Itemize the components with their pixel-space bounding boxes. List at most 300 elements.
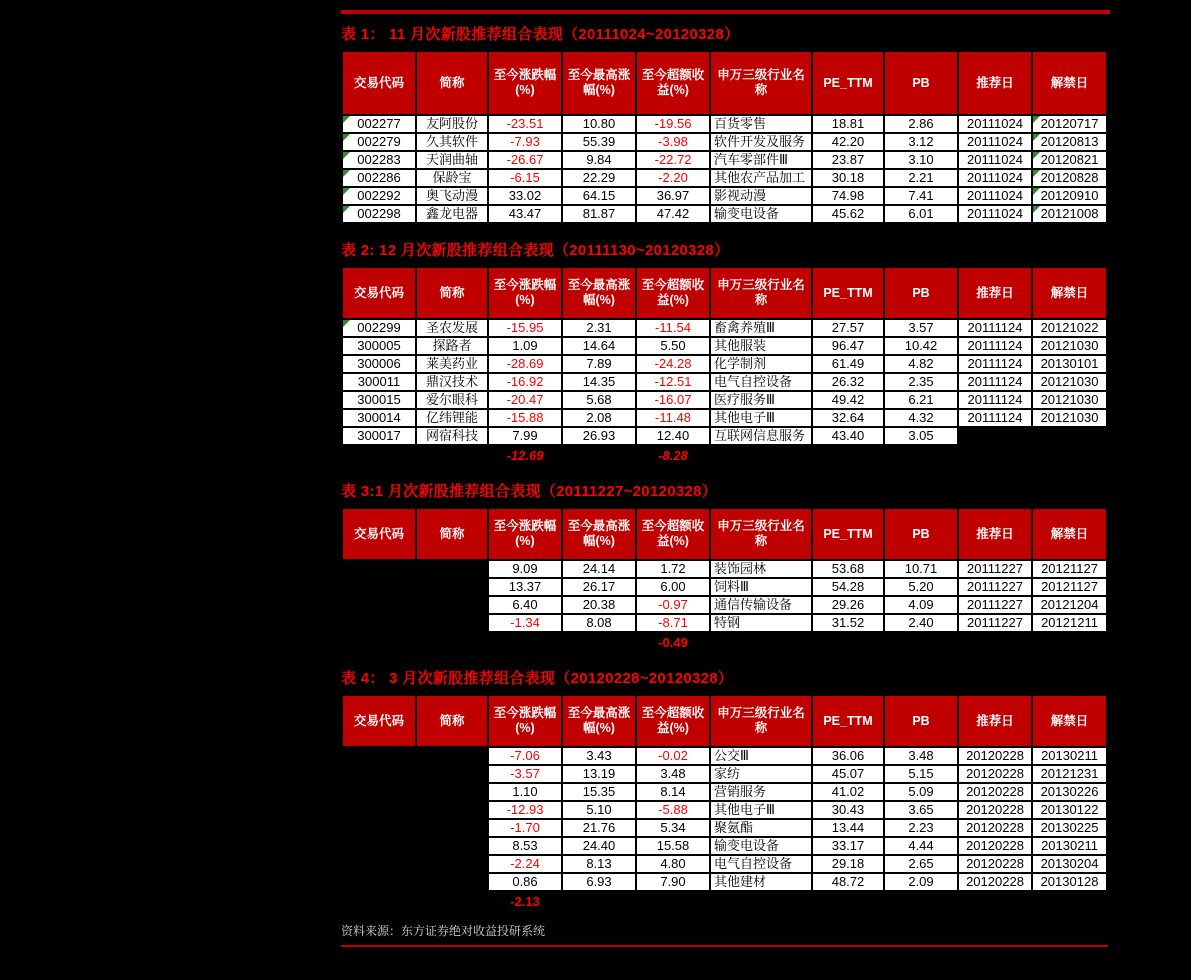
cell-chg-pct: 13.37 xyxy=(488,578,562,596)
cell-industry: 电气自控设备 xyxy=(710,373,812,391)
cell-name: 亿纬锂能 xyxy=(416,409,488,427)
col-header-rec-date: 推荐日 xyxy=(958,695,1032,747)
table-row xyxy=(342,169,1107,187)
table-row xyxy=(342,801,1107,819)
cell-excess-pct: -24.28 xyxy=(636,355,710,373)
cell-rec-date: 20111024 xyxy=(958,169,1032,187)
table-row xyxy=(342,355,1107,373)
table-row xyxy=(342,765,1107,783)
cell-pb: 2.40 xyxy=(884,614,958,632)
cell-max-gain-pct: 20.38 xyxy=(562,596,636,614)
col-header-industry: 申万三级行业名 称 xyxy=(710,508,812,560)
col-header-code: 交易代码 xyxy=(342,695,416,747)
cell-excess-pct: 7.90 xyxy=(636,873,710,891)
cell-unlock-date: 20130204 xyxy=(1032,855,1107,873)
col-header-name: 简称 xyxy=(416,508,488,560)
cell-pb: 5.09 xyxy=(884,783,958,801)
col-header-pb: PB xyxy=(884,508,958,560)
summary-row xyxy=(342,445,1107,465)
cell-pb: 3.65 xyxy=(884,801,958,819)
cell-code xyxy=(342,837,416,855)
col-header-name: 简称 xyxy=(416,51,488,115)
cell-excess-pct: -8.71 xyxy=(636,614,710,632)
table-4-title: 表 4： 3 月次新股推荐组合表现（20120228~20120328） xyxy=(341,670,734,687)
cell-excess-pct: 4.80 xyxy=(636,855,710,873)
green-corner-icon xyxy=(343,152,350,159)
table-4 xyxy=(341,694,1108,911)
cell-excess-pct: 8.14 xyxy=(636,783,710,801)
cell-max-gain-pct: 13.19 xyxy=(562,765,636,783)
cell-name xyxy=(416,801,488,819)
table-row xyxy=(342,855,1107,873)
table-2-section xyxy=(341,239,1116,465)
col-header-code: 交易代码 xyxy=(342,51,416,115)
table-row xyxy=(342,819,1107,837)
cell-chg-pct: -28.69 xyxy=(488,355,562,373)
cell-pe-ttm: 31.52 xyxy=(812,614,884,632)
cell-unlock-date: 20121008 xyxy=(1032,205,1107,223)
cell-max-gain-pct: 10.80 xyxy=(562,115,636,133)
green-corner-icon xyxy=(1033,134,1040,141)
cell-unlock-date: 20120821 xyxy=(1032,151,1107,169)
table-row xyxy=(342,337,1107,355)
green-corner-icon xyxy=(343,170,350,177)
col-header-excess-pct: 至今超额收 益(%) xyxy=(636,695,710,747)
cell-pe-ttm: 45.62 xyxy=(812,205,884,223)
cell-industry: 输变电设备 xyxy=(710,205,812,223)
cell-chg-pct: 1.10 xyxy=(488,783,562,801)
cell-name: 天润曲轴 xyxy=(416,151,488,169)
col-header-excess-pct: 至今超额收 益(%) xyxy=(636,267,710,319)
cell-unlock-date: 20130226 xyxy=(1032,783,1107,801)
cell-max-gain-pct: 15.35 xyxy=(562,783,636,801)
top-rule xyxy=(341,10,1110,14)
cell-rec-date: 20120228 xyxy=(958,747,1032,765)
cell-rec-date: 20111124 xyxy=(958,391,1032,409)
cell-pe-ttm: 18.81 xyxy=(812,115,884,133)
cell-max-gain-pct: 5.10 xyxy=(562,801,636,819)
table-row xyxy=(342,596,1107,614)
cell-chg-pct: 7.99 xyxy=(488,427,562,445)
col-header-unlock-date: 解禁日 xyxy=(1032,508,1107,560)
cell-code: 002299 xyxy=(342,319,416,337)
cell-rec-date: 20111124 xyxy=(958,319,1032,337)
cell-chg-pct: -20.47 xyxy=(488,391,562,409)
cell-unlock-date: 20121127 xyxy=(1032,560,1107,578)
cell-code: 300017 xyxy=(342,427,416,445)
cell-rec-date: 20120228 xyxy=(958,873,1032,891)
table-row xyxy=(342,747,1107,765)
cell-max-gain-pct: 26.93 xyxy=(562,427,636,445)
cell-chg-pct: -1.70 xyxy=(488,819,562,837)
green-corner-icon xyxy=(343,134,350,141)
col-header-name: 简称 xyxy=(416,267,488,319)
cell-pe-ttm: 29.26 xyxy=(812,596,884,614)
cell-code: 300006 xyxy=(342,355,416,373)
cell-pe-ttm: 27.57 xyxy=(812,319,884,337)
cell-excess-pct: 15.58 xyxy=(636,837,710,855)
cell-name xyxy=(416,873,488,891)
cell-pb: 3.57 xyxy=(884,319,958,337)
cell-industry: 其他电子Ⅲ xyxy=(710,801,812,819)
cell-industry: 聚氨酯 xyxy=(710,819,812,837)
cell-code xyxy=(342,873,416,891)
summary-cell-pb xyxy=(884,891,958,911)
summary-cell-excess-pct xyxy=(636,891,710,911)
cell-pe-ttm: 33.17 xyxy=(812,837,884,855)
cell-max-gain-pct: 55.39 xyxy=(562,133,636,151)
cell-pb: 10.71 xyxy=(884,560,958,578)
green-corner-icon xyxy=(343,320,350,327)
cell-industry: 化学制剂 xyxy=(710,355,812,373)
cell-industry: 营销服务 xyxy=(710,783,812,801)
cell-pe-ttm: 26.32 xyxy=(812,373,884,391)
cell-pb: 10.42 xyxy=(884,337,958,355)
cell-excess-pct: -0.02 xyxy=(636,747,710,765)
col-header-chg-pct: 至今涨跌幅 (%) xyxy=(488,267,562,319)
cell-chg-pct: -7.06 xyxy=(488,747,562,765)
cell-excess-pct: -19.56 xyxy=(636,115,710,133)
cell-industry: 通信传输设备 xyxy=(710,596,812,614)
cell-pb: 3.05 xyxy=(884,427,958,445)
cell-rec-date: 20120228 xyxy=(958,855,1032,873)
cell-pb: 3.48 xyxy=(884,747,958,765)
cell-excess-pct: 12.40 xyxy=(636,427,710,445)
cell-unlock-date: 20130211 xyxy=(1032,747,1107,765)
cell-unlock-date: 20120813 xyxy=(1032,133,1107,151)
table-1-title: 表 1： 11 月次新股推荐组合表现（20111024~20120328） xyxy=(341,26,740,43)
cell-unlock-date: 20121030 xyxy=(1032,391,1107,409)
summary-cell-code xyxy=(342,445,416,465)
cell-pe-ttm: 48.72 xyxy=(812,873,884,891)
cell-industry: 家纺 xyxy=(710,765,812,783)
cell-pe-ttm: 30.43 xyxy=(812,801,884,819)
cell-chg-pct: 9.09 xyxy=(488,560,562,578)
cell-pe-ttm: 49.42 xyxy=(812,391,884,409)
summary-cell-rec-date xyxy=(958,891,1032,911)
table-2-title: 表 2: 12 月次新股推荐组合表现（20111130~20120328） xyxy=(341,242,730,259)
col-header-pb: PB xyxy=(884,695,958,747)
cell-rec-date: 20111024 xyxy=(958,205,1032,223)
cell-pb: 4.09 xyxy=(884,596,958,614)
col-header-pe-ttm: PE_TTM xyxy=(812,51,884,115)
cell-pe-ttm: 13.44 xyxy=(812,819,884,837)
cell-max-gain-pct: 64.15 xyxy=(562,187,636,205)
col-header-industry: 申万三级行业名 称 xyxy=(710,267,812,319)
cell-pe-ttm: 41.02 xyxy=(812,783,884,801)
summary-cell-code xyxy=(342,891,416,911)
cell-rec-date: 20111024 xyxy=(958,151,1032,169)
cell-pb: 6.21 xyxy=(884,391,958,409)
table-row xyxy=(342,373,1107,391)
col-header-rec-date: 推荐日 xyxy=(958,508,1032,560)
col-header-excess-pct: 至今超额收 益(%) xyxy=(636,51,710,115)
col-header-pe-ttm: PE_TTM xyxy=(812,695,884,747)
cell-rec-date xyxy=(958,427,1032,445)
cell-name xyxy=(416,578,488,596)
cell-unlock-date: 20121204 xyxy=(1032,596,1107,614)
table-row xyxy=(342,783,1107,801)
table-row xyxy=(342,391,1107,409)
table-row xyxy=(342,151,1107,169)
summary-cell-name xyxy=(416,891,488,911)
cell-code xyxy=(342,596,416,614)
summary-cell-name xyxy=(416,445,488,465)
cell-code: 002298 xyxy=(342,205,416,223)
cell-excess-pct: 6.00 xyxy=(636,578,710,596)
cell-pb: 5.20 xyxy=(884,578,958,596)
cell-chg-pct: -7.93 xyxy=(488,133,562,151)
table-4-section xyxy=(341,667,1116,911)
summary-cell-pe-ttm xyxy=(812,445,884,465)
cell-max-gain-pct: 26.17 xyxy=(562,578,636,596)
cell-code xyxy=(342,747,416,765)
cell-excess-pct: -12.51 xyxy=(636,373,710,391)
cell-max-gain-pct: 14.35 xyxy=(562,373,636,391)
cell-chg-pct: 1.09 xyxy=(488,337,562,355)
cell-rec-date: 20111227 xyxy=(958,614,1032,632)
cell-chg-pct: -16.92 xyxy=(488,373,562,391)
table-3-section xyxy=(341,480,1116,652)
cell-code: 002292 xyxy=(342,187,416,205)
cell-excess-pct: -2.20 xyxy=(636,169,710,187)
col-header-max-gain-pct: 至今最高涨 幅(%) xyxy=(562,267,636,319)
report-content xyxy=(341,0,1116,947)
cell-industry: 特钢 xyxy=(710,614,812,632)
cell-name xyxy=(416,560,488,578)
summary-cell-excess-pct: -8.28 xyxy=(658,447,688,463)
cell-pe-ttm: 29.18 xyxy=(812,855,884,873)
cell-code xyxy=(342,614,416,632)
col-header-excess-pct: 至今超额收 益(%) xyxy=(636,508,710,560)
cell-code xyxy=(342,560,416,578)
cell-name: 久其软件 xyxy=(416,133,488,151)
cell-code: 300015 xyxy=(342,391,416,409)
cell-name: 爱尔眼科 xyxy=(416,391,488,409)
cell-max-gain-pct: 21.76 xyxy=(562,819,636,837)
green-corner-icon xyxy=(343,206,350,213)
table-row xyxy=(342,837,1107,855)
cell-unlock-date: 20130225 xyxy=(1032,819,1107,837)
cell-unlock-date: 20121127 xyxy=(1032,578,1107,596)
cell-pb: 2.09 xyxy=(884,873,958,891)
cell-rec-date: 20111024 xyxy=(958,133,1032,151)
cell-rec-date: 20120228 xyxy=(958,801,1032,819)
source-note: 资料来源：东方证券绝对收益投研系统 xyxy=(341,924,546,938)
col-header-max-gain-pct: 至今最高涨 幅(%) xyxy=(562,51,636,115)
cell-pe-ttm: 32.64 xyxy=(812,409,884,427)
cell-excess-pct: -3.98 xyxy=(636,133,710,151)
col-header-max-gain-pct: 至今最高涨 幅(%) xyxy=(562,695,636,747)
cell-rec-date: 20111024 xyxy=(958,115,1032,133)
cell-pb: 5.15 xyxy=(884,765,958,783)
cell-chg-pct: 0.86 xyxy=(488,873,562,891)
cell-industry: 输变电设备 xyxy=(710,837,812,855)
cell-code: 300011 xyxy=(342,373,416,391)
cell-unlock-date: 20130122 xyxy=(1032,801,1107,819)
col-header-code: 交易代码 xyxy=(342,267,416,319)
cell-pe-ttm: 74.98 xyxy=(812,187,884,205)
cell-unlock-date: 20121211 xyxy=(1032,614,1107,632)
green-corner-icon xyxy=(1033,206,1040,213)
cell-name: 鑫龙电器 xyxy=(416,205,488,223)
cell-chg-pct: 43.47 xyxy=(488,205,562,223)
summary-cell-rec-date xyxy=(958,632,1032,652)
cell-industry: 软件开发及服务 xyxy=(710,133,812,151)
cell-chg-pct: -12.93 xyxy=(488,801,562,819)
cell-code xyxy=(342,578,416,596)
cell-rec-date: 20120228 xyxy=(958,783,1032,801)
cell-max-gain-pct: 22.29 xyxy=(562,169,636,187)
bottom-rule xyxy=(341,945,1108,947)
cell-chg-pct: 6.40 xyxy=(488,596,562,614)
cell-unlock-date: 20120910 xyxy=(1032,187,1107,205)
cell-excess-pct: 5.34 xyxy=(636,819,710,837)
cell-industry: 影视动漫 xyxy=(710,187,812,205)
table-row xyxy=(342,578,1107,596)
table-2 xyxy=(341,266,1108,465)
col-header-industry: 申万三级行业名 称 xyxy=(710,695,812,747)
summary-cell-unlock-date xyxy=(1032,632,1107,652)
col-header-pb: PB xyxy=(884,51,958,115)
col-header-rec-date: 推荐日 xyxy=(958,51,1032,115)
cell-max-gain-pct: 8.13 xyxy=(562,855,636,873)
table-row xyxy=(342,560,1107,578)
green-corner-icon xyxy=(343,116,350,123)
cell-chg-pct: -2.24 xyxy=(488,855,562,873)
cell-max-gain-pct: 9.84 xyxy=(562,151,636,169)
summary-cell-excess-pct: -0.49 xyxy=(658,634,688,650)
summary-cell-max-gain-pct xyxy=(562,445,636,465)
cell-name xyxy=(416,837,488,855)
col-header-pb: PB xyxy=(884,267,958,319)
cell-excess-pct: 47.42 xyxy=(636,205,710,223)
cell-unlock-date: 20120717 xyxy=(1032,115,1107,133)
cell-max-gain-pct: 7.89 xyxy=(562,355,636,373)
summary-cell-chg-pct: -2.13 xyxy=(510,893,540,909)
cell-pe-ttm: 54.28 xyxy=(812,578,884,596)
cell-code xyxy=(342,801,416,819)
table-row xyxy=(342,115,1107,133)
col-header-industry: 申万三级行业名 称 xyxy=(710,51,812,115)
cell-industry: 装饰园林 xyxy=(710,560,812,578)
col-header-pe-ttm: PE_TTM xyxy=(812,267,884,319)
table-1-section xyxy=(341,23,1116,224)
cell-pe-ttm: 53.68 xyxy=(812,560,884,578)
summary-cell-chg-pct: -12.69 xyxy=(506,447,544,463)
green-corner-icon xyxy=(1033,152,1040,159)
green-corner-icon xyxy=(1033,188,1040,195)
summary-cell-pe-ttm xyxy=(812,632,884,652)
summary-cell-pe-ttm xyxy=(812,891,884,911)
table-row xyxy=(342,873,1107,891)
cell-industry: 百货零售 xyxy=(710,115,812,133)
cell-code: 002277 xyxy=(342,115,416,133)
cell-pb: 2.23 xyxy=(884,819,958,837)
cell-pb: 2.65 xyxy=(884,855,958,873)
cell-pb: 4.82 xyxy=(884,355,958,373)
cell-unlock-date: 20121030 xyxy=(1032,409,1107,427)
cell-name xyxy=(416,855,488,873)
table-row xyxy=(342,205,1107,223)
summary-cell-name xyxy=(416,632,488,652)
cell-name: 莱美药业 xyxy=(416,355,488,373)
cell-code: 002283 xyxy=(342,151,416,169)
summary-cell-unlock-date xyxy=(1032,891,1107,911)
cell-chg-pct: -26.67 xyxy=(488,151,562,169)
cell-pb: 2.86 xyxy=(884,115,958,133)
cell-max-gain-pct: 2.08 xyxy=(562,409,636,427)
cell-rec-date: 20111124 xyxy=(958,355,1032,373)
cell-pe-ttm: 45.07 xyxy=(812,765,884,783)
col-header-chg-pct: 至今涨跌幅 (%) xyxy=(488,695,562,747)
cell-max-gain-pct: 24.14 xyxy=(562,560,636,578)
cell-excess-pct: -5.88 xyxy=(636,801,710,819)
cell-excess-pct: 5.50 xyxy=(636,337,710,355)
cell-name xyxy=(416,819,488,837)
green-corner-icon xyxy=(1033,170,1040,177)
col-header-chg-pct: 至今涨跌幅 (%) xyxy=(488,508,562,560)
summary-cell-chg-pct xyxy=(488,632,562,652)
cell-name: 奥飞动漫 xyxy=(416,187,488,205)
cell-excess-pct: 1.72 xyxy=(636,560,710,578)
cell-name: 友阿股份 xyxy=(416,115,488,133)
summary-cell-pb xyxy=(884,632,958,652)
cell-unlock-date xyxy=(1032,427,1107,445)
col-header-pe-ttm: PE_TTM xyxy=(812,508,884,560)
cell-code xyxy=(342,783,416,801)
cell-chg-pct: -1.34 xyxy=(488,614,562,632)
cell-pe-ttm: 30.18 xyxy=(812,169,884,187)
cell-industry: 医疗服务Ⅲ xyxy=(710,391,812,409)
cell-name: 鼎汉技术 xyxy=(416,373,488,391)
table-row xyxy=(342,409,1107,427)
green-corner-icon xyxy=(1033,116,1040,123)
cell-unlock-date: 20121231 xyxy=(1032,765,1107,783)
cell-industry: 其他电子Ⅲ xyxy=(710,409,812,427)
table-3-title: 表 3:1 月次新股推荐组合表现（20111227~20120328） xyxy=(341,483,718,500)
cell-industry: 畜禽养殖Ⅲ xyxy=(710,319,812,337)
cell-code: 002279 xyxy=(342,133,416,151)
cell-name: 圣农发展 xyxy=(416,319,488,337)
table-1 xyxy=(341,50,1108,224)
cell-pe-ttm: 96.47 xyxy=(812,337,884,355)
table-row xyxy=(342,427,1107,445)
cell-max-gain-pct: 2.31 xyxy=(562,319,636,337)
cell-chg-pct: 8.53 xyxy=(488,837,562,855)
summary-cell-max-gain-pct xyxy=(562,891,636,911)
cell-rec-date: 20120228 xyxy=(958,765,1032,783)
cell-chg-pct: -15.88 xyxy=(488,409,562,427)
cell-name xyxy=(416,765,488,783)
cell-industry: 电气自控设备 xyxy=(710,855,812,873)
cell-code xyxy=(342,855,416,873)
col-header-name: 简称 xyxy=(416,695,488,747)
cell-chg-pct: -6.15 xyxy=(488,169,562,187)
cell-rec-date: 20111124 xyxy=(958,337,1032,355)
table-row xyxy=(342,319,1107,337)
cell-excess-pct: -11.48 xyxy=(636,409,710,427)
cell-pe-ttm: 42.20 xyxy=(812,133,884,151)
cell-rec-date: 20120228 xyxy=(958,837,1032,855)
cell-max-gain-pct: 14.64 xyxy=(562,337,636,355)
col-header-code: 交易代码 xyxy=(342,508,416,560)
cell-unlock-date: 20121022 xyxy=(1032,319,1107,337)
cell-rec-date: 20111024 xyxy=(958,187,1032,205)
cell-unlock-date: 20130211 xyxy=(1032,837,1107,855)
cell-unlock-date: 20121030 xyxy=(1032,337,1107,355)
cell-rec-date: 20111227 xyxy=(958,578,1032,596)
